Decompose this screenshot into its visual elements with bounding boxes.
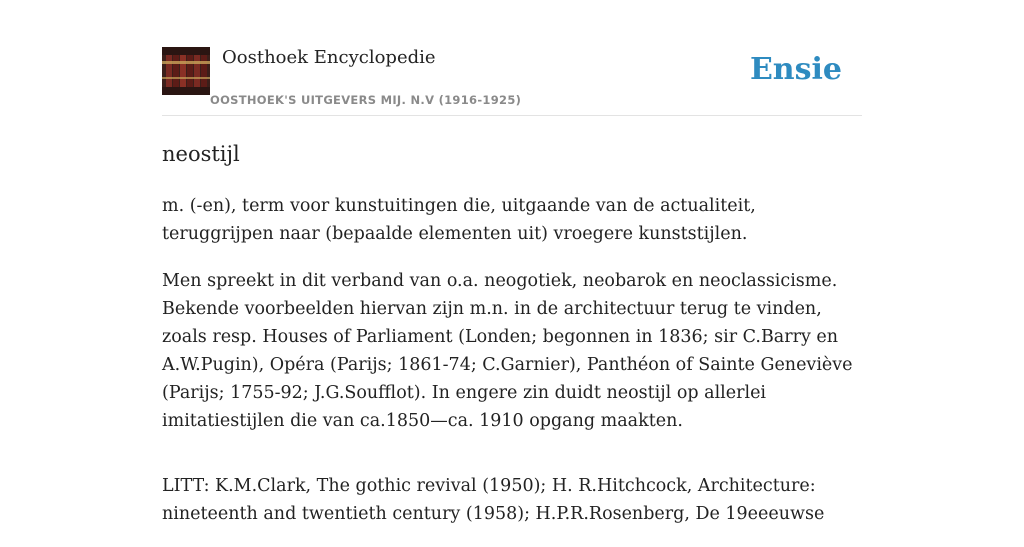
encyclopedia-books-icon: [162, 47, 210, 95]
ensie-logo-link[interactable]: Ensie: [749, 52, 842, 87]
literature-paragraph: LITT: K.M.Clark, The gothic revival (1950); H. R.Hitchcock, Architecture: nineteenth and twentieth century (1958); H.P.R.Rosenberg, De 19eeeuwse: [162, 476, 825, 524]
entry-headword: neostijl: [162, 142, 240, 166]
entry-content: [162, 192, 862, 547]
source-avatar[interactable]: [162, 47, 210, 95]
source-header: [162, 46, 862, 116]
entry-paragraph: Men spreekt in dit verband van o.a. neogotiek, neobarok en neoclassicisme. Bekende voorbeelden hiervan zijn m.n. in de architectuur terug te vinden, zoals resp. Houses of Parliament (Londen; begonnen in 1836; sir C.Barry en A.W.Pugin), Opéra (Parijs; 1861-74; C.Garnier), Panthéon of Sainte Geneviève (Parijs; 1755-92; J.G.Soufflot). In engere zin duidt neostijl op allerlei imitatiestijlen die van ca.1850—ca. 1910 opgang maakten.: [162, 271, 853, 431]
source-subtitle: OOSTHOEK'S UITGEVERS MIJ. N.V (1916-1925): [210, 93, 522, 107]
entry-paragraph: m. (-en), term voor kunstuitingen die, uitgaande van de actualiteit, teruggrijpen naar (bepaalde elementen uit) vroegere kunststijlen.: [162, 196, 756, 244]
source-title[interactable]: Oosthoek Encyclopedie: [222, 47, 436, 68]
